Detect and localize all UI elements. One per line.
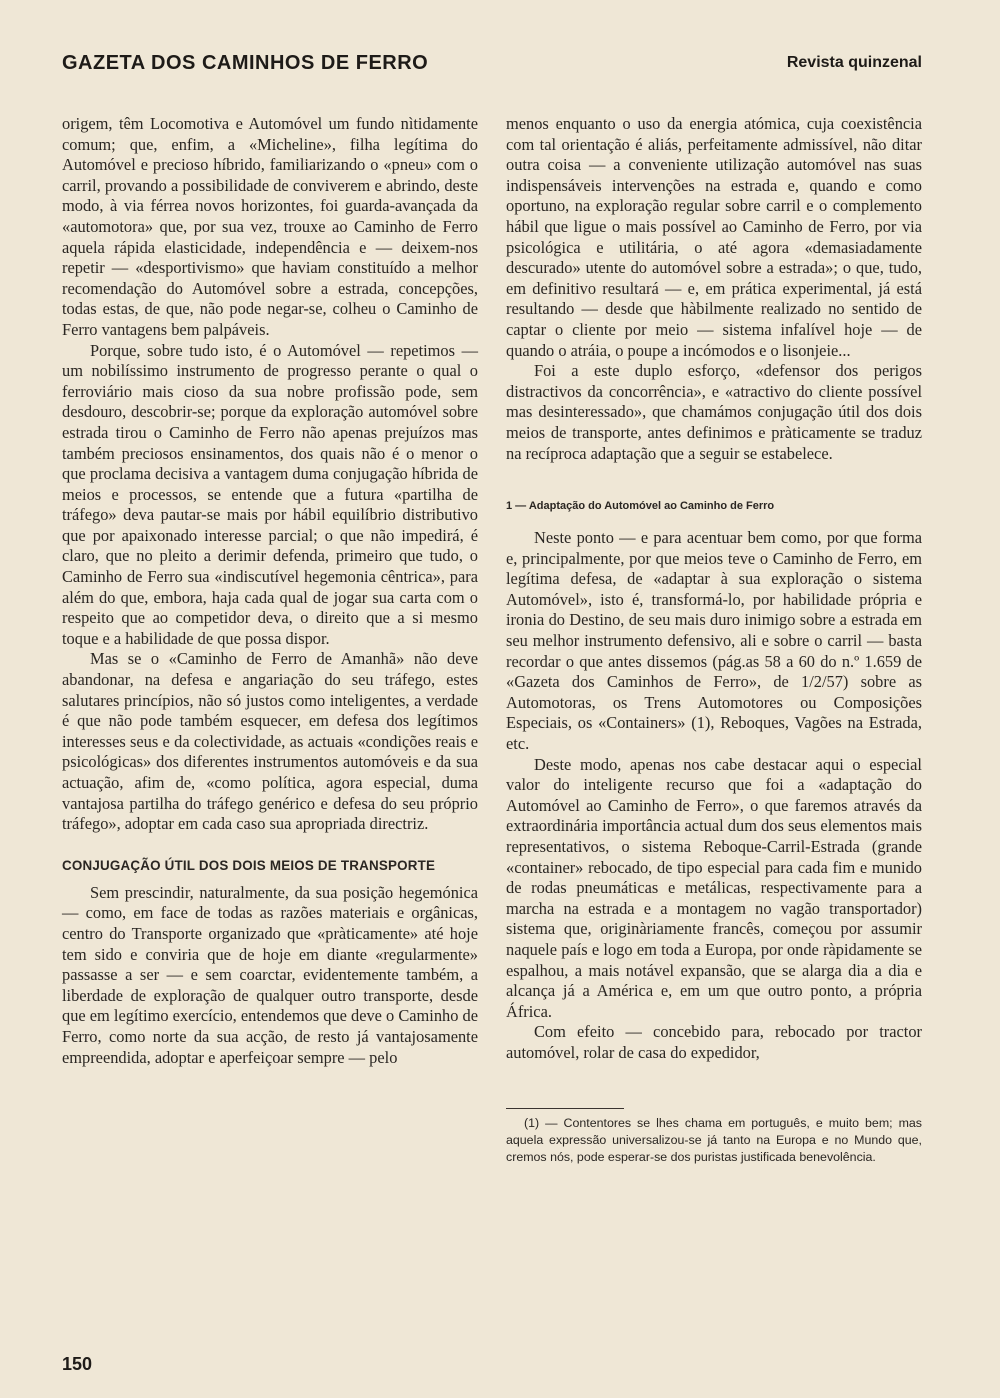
- paragraph: Porque, sobre tudo isto, é o Automóvel — repetimos — um nobilíssimo instrumento de progresso perante o qual o ferroviário mais cioso da sua nobre profissão pode, sem desdouro, descobrir-se; porque da exploração automóvel sobre estrada tirou o Caminho de Ferro não apenas prejuízos mas também preciosos ensinamentos, dos quais não é o menor o que proclama decisiva a vantagem duma conjugação híbrida de meios e processos, se entende que a futura «partilha de tráfego» deva pautar-se mais por hábil equilíbrio distributivo que por apaixonado interesse parcial; o que não impedirá, é claro, que no pleito a derimir defenda, primeiro que tudo, o Caminho de Ferro sua «indiscutível hegemonia cêntrica», para além do que, embora, haja cada qual de jogar sua carta com o respeito que ao competidor deva, o direito que a si mesmo toque e a habilidade de que possa dispor.: [62, 340, 478, 648]
- footnote-divider: [506, 1108, 624, 1109]
- left-column: [62, 114, 478, 1068]
- section-heading: CONJUGAÇÃO ÚTIL DOS DOIS MEIOS DE TRANSPORTE: [62, 857, 436, 873]
- right-column: [506, 114, 922, 1166]
- paragraph: Neste ponto — e para acentuar bem como, por que forma e, principalmente, por que meios teve o Caminho de Ferro, em legítima defesa, de «adaptar à sua exploração o sistema Automóvel», isto é, transformá-lo, por habilidade própria e ironia do Destino, de seu mais duro inimigo sobre a estrada em seu melhor instrumento defensivo, ali e sobre o carril — basta recordar o que antes dissemos (pág.as 58 a 60 do n.º 1.659 de «Gazeta dos Caminhos de Ferro», de 1/2/57) sobre as Automotoras, os Trens Automotores ou Composições Especiais, os «Containers» (1), Reboques, Vagões na Estrada, etc.: [506, 528, 922, 754]
- paragraph: Mas se o «Caminho de Ferro de Amanhã» não deve abandonar, na defesa e angariação do seu tráfego, estes salutares princípios, não só justos como inteligentes, a verdade é que não pode também esquecer, em defesa dos legítimos interesses seus e da colectividade, as actuais «condições reais e psicológicas» dos diferentes instrumentos automóveis e da sua actuação, afim de, «como política, agora especial, duma vantajosa partilha do tráfego genérico e defesa do seu próprio tráfego», adoptar em cada caso sua apropriada directriz.: [62, 649, 478, 834]
- paragraph: Sem prescindir, naturalmente, da sua posição hegemónica — como, em face de todas as razões materiais e orgânicas, centro do Transporte organizado que «pràticamente» até hoje tem sido e conviria que de hoje em diante «regularmente» passasse a ser — e sem coarctar, evidentemente também, a liberdade de exploração de qualquer outro transporte, desde que em legítimo exercício, entendemos que deve o Caminho de Ferro, como norte da sua acção, de resto já vantajosamente empreendida, adoptar e aperfeiçoar sempre — pelo: [62, 882, 479, 1067]
- paragraph: Deste modo, apenas nos cabe destacar aqui o especial valor do inteligente recurso que foi a «adaptação do Automóvel ao Caminho de Ferro», o que faremos através da extraordinária importância actual dum dos seus elementos mais representativos, o sistema Reboque-Carril-Estrada (grande «container» rebocado, de tipo especial para cada fim e munido de rodas pneumáticas e metálicas, respectivamente para a marcha na estrada e a montagem no vagão transportador) sistema que, originàriamente francês, começou por assumir naquele país e logo em toda a Europa, por onde ràpidamente se espalhou, a mais notável expansão, que se alarga dia a dia e alcança já a América e, em um que outro ponto, a própria África.: [506, 754, 922, 1021]
- journal-subtitle: Revista quinzenal: [786, 54, 922, 71]
- paragraph: menos enquanto o uso da energia atómica, cuja coexistência com tal orientação é aliás, perfeitamente admissível, não ditar outra coisa — a conveniente utilização automóvel nas suas indispensáveis intervenções na estrada e, quando e como oportuno, na exploração regular sobre carril e o complemento hábil que ligue o mais possível ao Caminho de Ferro, por via psicológica e utilitária, o até agora «demasiadamente descurado» utente do automóvel sobre a estrada»; o que, tudo, em definitivo resultará — e, em prática experimental, já está resultando — desde que hàbilmente realizado no sentido de captar o cliente por meio — sistema infalível hoje — de quando o atráia, o poupe a incómodos e o lisonjeie...: [506, 114, 922, 360]
- page-number: 150: [62, 1354, 93, 1374]
- paragraph: origem, têm Locomotiva e Automóvel um fundo nìtidamente comum; que, enfim, a «Micheline», filha legítima do Automóvel e precioso híbrido, familiarizando o «pneu» com o carril, provando a possibilidade de conviverem e abrindo, deste modo, à via férrea novos horizontes, foi guarda-avançada da «automotora» que, por sua vez, trouxe ao Caminho de Ferro aquela rápida elasticidade, independência e — deixem-nos repetir — «desportivismo» que haviam constituído a melhor recomendação do Automóvel sobre a estrada, concepções, todas estas, de que, não pode negar-se, colheu o Caminho de Ferro vantagens bem palpáveis.: [62, 114, 478, 339]
- paragraph: Com efeito — concebido para, rebocado por tractor automóvel, rolar de casa do expedidor,: [506, 1022, 922, 1062]
- footnote: (1) — Contentores se lhes chama em português, e muito bem; mas aquela expressão universalizou-se já tanto na Europa e no Mundo que, cremos nós, pode esperar-se dos puristas justificada benevolência.: [506, 1115, 922, 1164]
- paragraph: Foi a este duplo esforço, «defensor dos perigos distractivos da concorrência», e «atractivo do cliente possível mas desinteressado», que chamámos conjugação útil dos dois meios de transporte, antes definimos e pràticamente se traduz na recíproca adaptação que a seguir se estabelece.: [506, 361, 922, 463]
- subsection-heading: 1 — Adaptação do Automóvel ao Caminho de Ferro: [506, 500, 775, 513]
- journal-title: GAZETA DOS CAMINHOS DE FERRO: [62, 52, 429, 74]
